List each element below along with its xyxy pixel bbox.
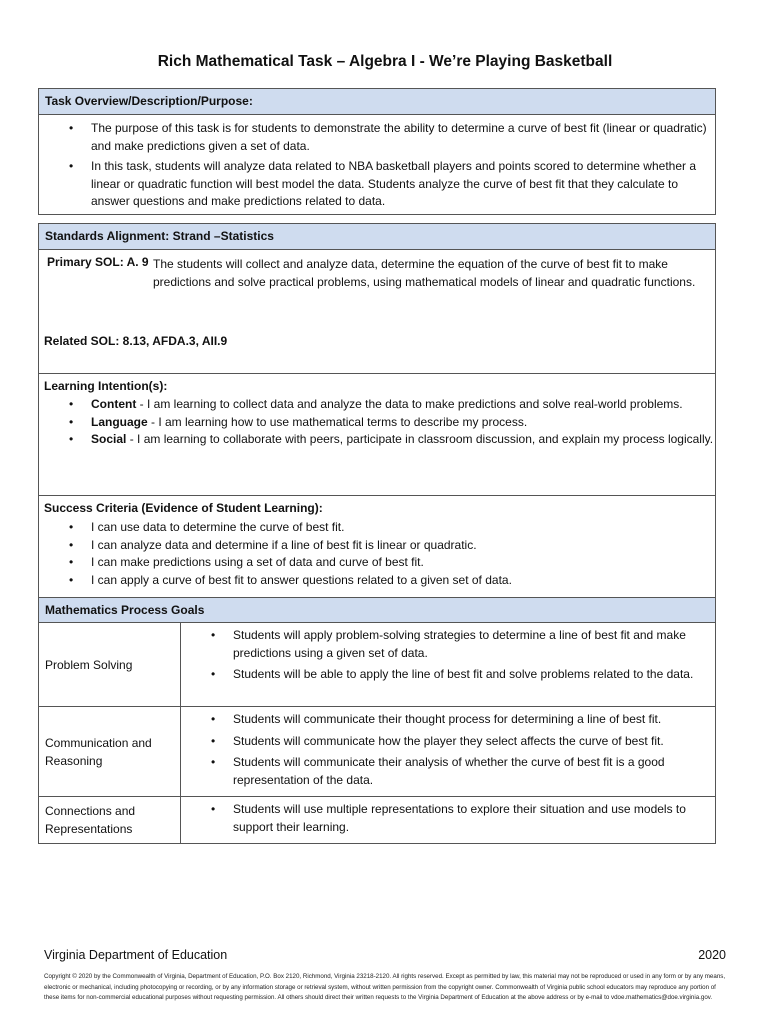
goal-list xyxy=(181,627,715,684)
page-title: Rich Mathematical Task – Algebra I - We’re Playing Basketball xyxy=(157,53,613,70)
goal-row-communication xyxy=(39,706,715,796)
goal-label: Problem Solving xyxy=(39,623,181,706)
standards-section xyxy=(38,223,716,844)
success-heading: Success Criteria (Evidence of Student Learning): xyxy=(44,501,323,515)
list-item: • In this task, students will analyze data related to NBA basketball players and points scored to determine whether a linear or quadratic function will best model the data. Students analyze the curve of best fit that they calculate to answer questions and make predictions related to data. xyxy=(39,158,715,211)
list-item: • Students will communicate their analysis of whether the curve of best fit is a good representation of the data. xyxy=(181,754,715,789)
list-item: • Students will use multiple representations to explore their situation and use models to support their learning. xyxy=(181,801,715,836)
sol-block xyxy=(39,250,715,373)
list-item xyxy=(39,396,715,414)
list-item: • Students will communicate how the player they select affects the curve of best fit. xyxy=(181,733,715,751)
list-item: • Students will apply problem-solving strategies to determine a line of best fit and make predictions using a given set of data. xyxy=(181,627,715,662)
overview-section xyxy=(38,88,716,215)
footer xyxy=(44,948,726,962)
learning-term: Social xyxy=(91,432,127,446)
related-sol: Related SOL: 8.13, AFDA.3, AII.9 xyxy=(44,334,228,348)
list-item: • The purpose of this task is for students to demonstrate the ability to determine a curve of best fit (linear or quadratic) and make predictions given a set of data. xyxy=(39,120,715,155)
list-item: • I can use data to determine the curve of best fit. xyxy=(39,519,715,537)
overview-heading: Task Overview/Description/Purpose: xyxy=(39,89,715,115)
learning-heading: Learning Intention(s): xyxy=(44,379,168,393)
goal-row-problem-solving xyxy=(39,623,715,706)
success-criteria xyxy=(39,495,715,597)
goal-label: Communication and Reasoning xyxy=(39,707,181,796)
learning-term: Content xyxy=(91,397,137,411)
list-item: • Students will communicate their thought process for determining a line of best fit. xyxy=(181,711,715,729)
list-item: • I can analyze data and determine if a line of best fit is linear or quadratic. xyxy=(39,537,715,555)
list-item xyxy=(39,414,715,432)
standards-heading: Standards Alignment: Strand –Statistics xyxy=(39,224,715,250)
list-item xyxy=(39,431,715,449)
goal-list xyxy=(181,711,715,789)
primary-sol-text: The students will collect and analyze data, determine the equation of the curve of best fit to make predictions and solve practical problems, using mathematical models of linear and quadratic functions. xyxy=(153,257,696,289)
footer-org: Virginia Department of Education xyxy=(44,948,228,962)
overview-list xyxy=(39,115,715,211)
list-item: • I can make predictions using a set of data and curve of best fit. xyxy=(39,554,715,572)
goals-heading: Mathematics Process Goals xyxy=(39,597,715,623)
learning-text: - I am learning to collaborate with peers, participate in classroom discussion, and explain my process logically. xyxy=(126,432,714,446)
learning-intentions xyxy=(39,373,715,495)
learning-text: - I am learning to collect data and analyze the data to make predictions and solve real-world problems. xyxy=(136,397,683,411)
list-item: • I can apply a curve of best fit to answer questions related to a given set of data. xyxy=(39,572,715,590)
success-list xyxy=(39,519,715,589)
learning-list xyxy=(39,396,715,449)
list-item: • Students will be able to apply the line of best fit and solve problems related to the data. xyxy=(181,666,715,684)
copyright-notice: Copyright © 2020 by the Commonwealth of Virginia, Department of Education, P.O. Box 2120, Richmond, Virginia 23218-2120. All rights reserved. Except as permitted by law, this material may not be reproduced or used in any form or by any means, electronic or mechanical, including photocopying or recording, or by any information storage or retrieval system, without written permission from the copyright owner. Commonwealth of Virginia public school educators may reproduce any portion of these items for non-commercial educational purposes without requesting permission. All others should direct their written requests to the Virginia Department of Education at the above address or by e-mail to vdoe.mathematics@doe.virginia.gov. xyxy=(44,973,726,1001)
learning-term: Language xyxy=(91,414,148,429)
goal-label: Connections and Representations xyxy=(39,797,181,843)
learning-text: - I am learning how to use mathematical terms to describe my process. xyxy=(147,414,528,429)
goal-row-connections xyxy=(39,796,715,843)
footer-year: 2020 xyxy=(698,948,726,962)
primary-sol-label: Primary SOL: A. 9 xyxy=(47,255,149,269)
goal-list xyxy=(181,801,715,836)
